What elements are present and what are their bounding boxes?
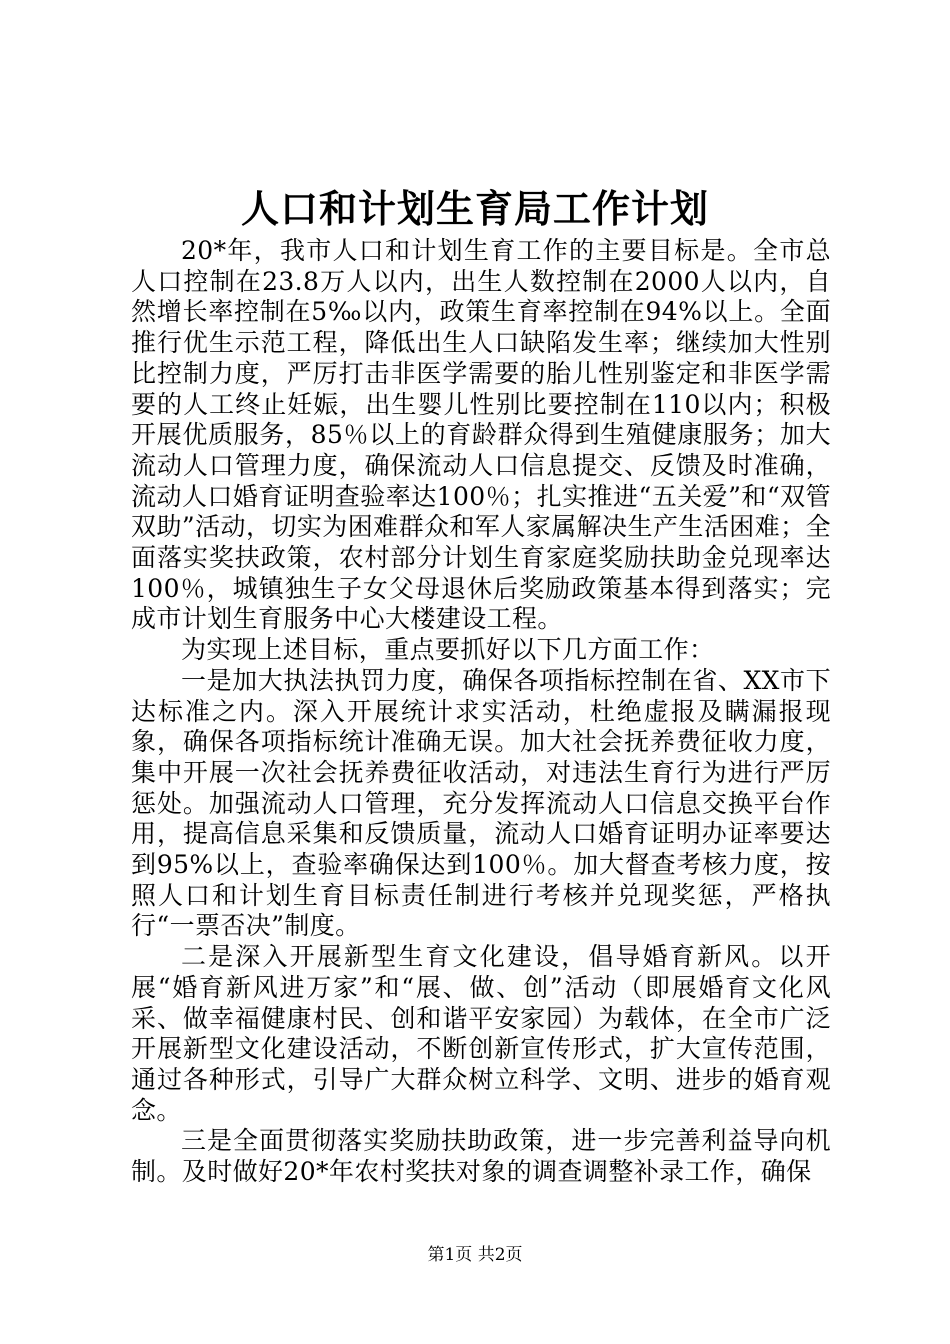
paragraph-goals: 20*年，我市人口和计划生育工作的主要目标是。全市总人口控制在23.8万人以内，出生人数控制在2000人以内，自然增长率控制在5‰以内，政策生育率控制在94%以上。全面推行优生示范工程，降低出生人口缺陷发生率；继续加大性别比控制力度，严厉打击非医学需要的胎儿性别鉴定和非医学需要的人工终止妊娠，出生婴儿性别比要控制在110以内；积极开展优质服务，85％以上的育龄群众得到生殖健康服务；加大流动人口管理力度，确保流动人口信息提交、反馈及时准确，流动人口婚育证明查验率达100％；扎实推进“五关爱”和“双管双助”活动，切实为困难群众和军人家属解决生产生活困难；全面落实奖扶政策，农村部分计划生育家庭奖励扶助金兑现率达100％，城镇独生子女父母退休后奖励政策基本得到落实；完成市计划生育服务中心大楼建设工程。 [131, 236, 831, 634]
document-body [131, 236, 831, 1188]
paragraph-task-three: 三是全面贯彻落实奖励扶助政策，进一步完善利益导向机制。及时做好20*年农村奖扶对象的调查调整补录工作，确保 [131, 1126, 831, 1187]
paragraph-task-one: 一是加大执法执罚力度，确保各项指标控制在省、XX市下达标准之内。深入开展统计求实活动，杜绝虚报及瞒漏报现象，确保各项指标统计准确无误。加大社会抚养费征收力度，集中开展一次社会抚养费征收活动，对违法生育行为进行严厉惩处。加强流动人口管理，充分发挥流动人口信息交换平台作用，提高信息采集和反馈质量，流动人口婚育证明办证率要达到95%以上，查验率确保达到100％。加大督查考核力度，按照人口和计划生育目标责任制进行考核并兑现奖惩，严格执行“一票否决”制度。 [131, 665, 831, 941]
paragraph-task-two: 二是深入开展新型生育文化建设，倡导婚育新风。以开展“婚育新风进万家”和“展、做、创”活动（即展婚育文化风采、做幸福健康村民、创和谐平安家园）为载体，在全市广泛开展新型文化建设活动，不断创新宣传形式，扩大宣传范围，通过各种形式，引导广大群众树立科学、文明、进步的婚育观念。 [131, 942, 831, 1125]
paragraph-intro-tasks: 为实现上述目标，重点要抓好以下几方面工作： [181, 635, 715, 665]
document-title: 人口和计划生育局工作计划 [240, 186, 709, 231]
page-number-footer: 第1页 共2页 [427, 1245, 523, 1265]
